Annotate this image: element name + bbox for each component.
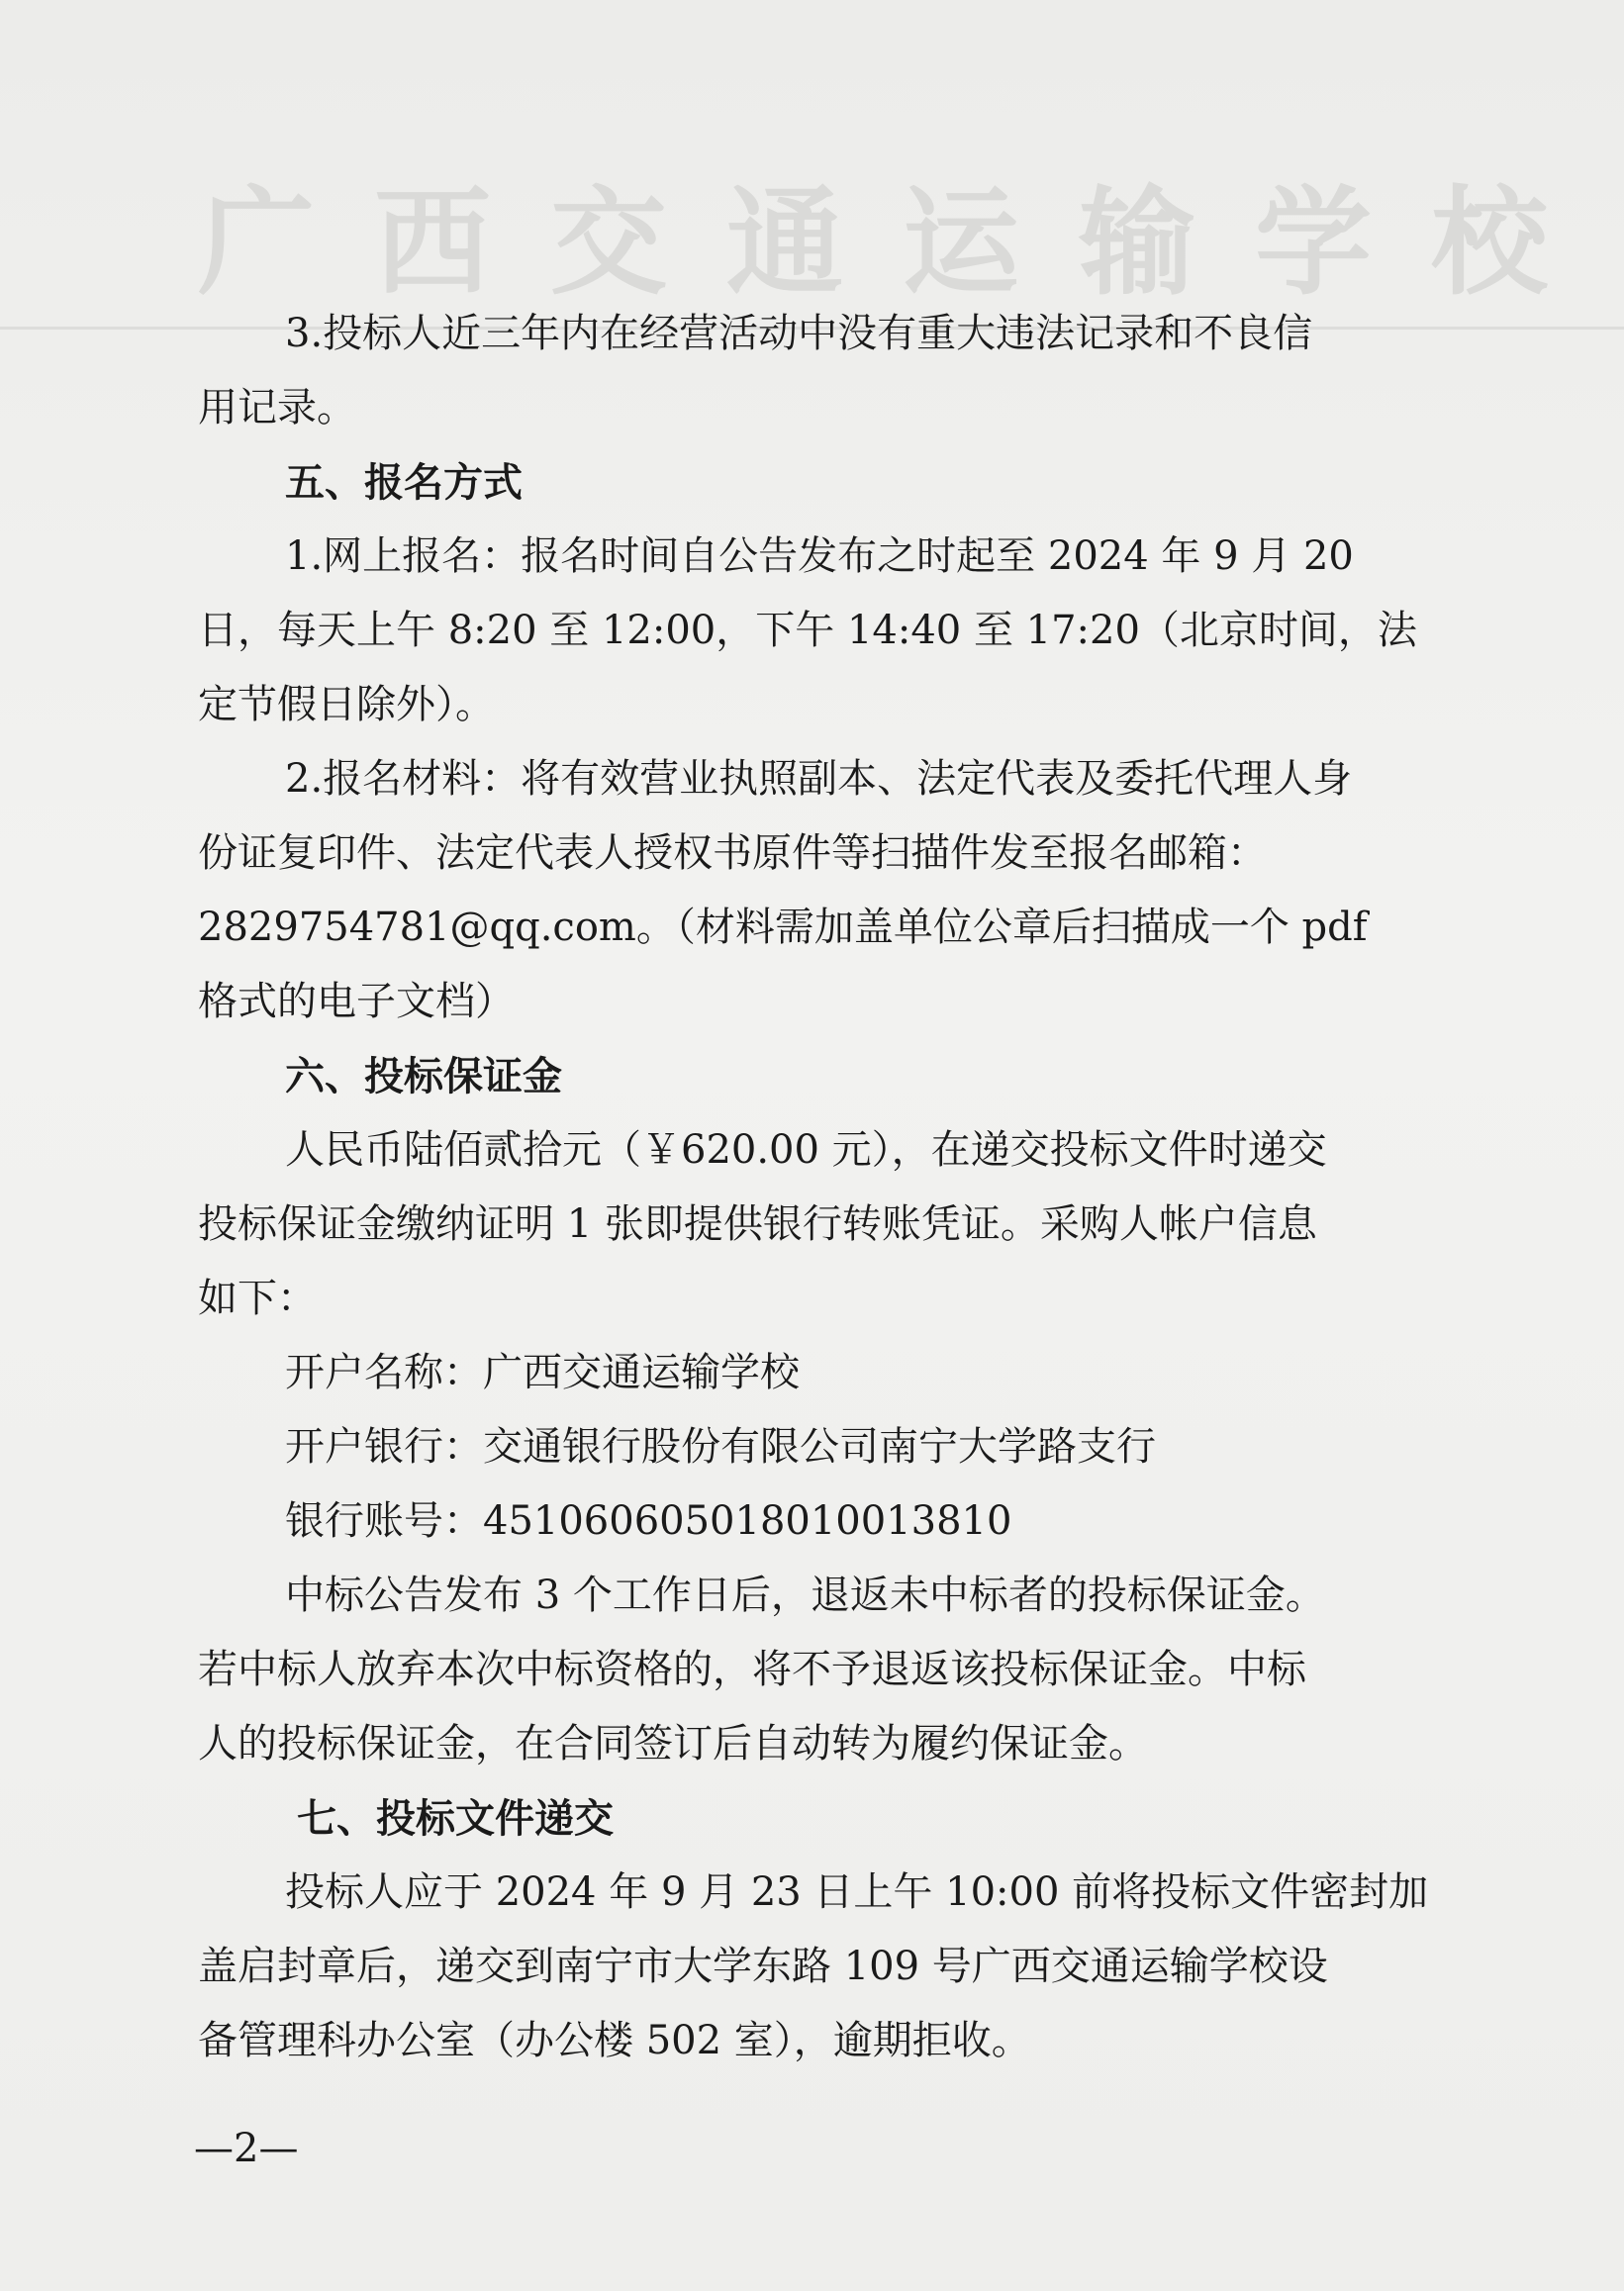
paragraph-line: 备管理科办公室（办公楼 502 室），逾期拒收。 (198, 2018, 1031, 2063)
paragraph-line: 投标人应于 2024 年 9 月 23 日上午 10:00 前将投标文件密封加 (285, 1869, 1429, 1915)
paragraph-line: 定节假日除外）。 (198, 682, 495, 727)
paragraph-line: 盖启封章后，递交到南宁市大学东路 109 号广西交通运输学校设 (198, 1944, 1328, 1989)
paragraph-line: 3.投标人近三年内在经营活动中没有重大违法记录和不良信 (285, 311, 1313, 356)
paragraph-line: 用记录。 (198, 385, 356, 430)
paragraph-line: 投标保证金缴纳证明 1 张即提供银行转账凭证。采购人帐户信息 (198, 1201, 1317, 1247)
page-number: —2— (194, 2126, 299, 2171)
paragraph-line: 若中标人放弃本次中标资格的，将不予退返该投标保证金。中标 (198, 1647, 1306, 1692)
paragraph-line: 人的投标保证金，在合同签订后自动转为履约保证金。 (198, 1721, 1148, 1766)
document-body (198, 297, 1429, 2078)
paragraph-line: 如下： (198, 1276, 317, 1321)
paragraph-line: 格式的电子文档） (198, 979, 515, 1024)
section-heading-submission: 七、投标文件递交 (297, 1795, 614, 1842)
account-bank-line: 开户银行：交通银行股份有限公司南宁大学路支行 (285, 1424, 1156, 1470)
section-heading-deposit: 六、投标保证金 (285, 1053, 562, 1099)
paragraph-line: 人民币陆佰贰拾元（￥620.00 元），在递交投标文件时递交 (285, 1127, 1327, 1173)
letterhead-watermark: 广西交通运输学校 (198, 173, 1608, 311)
paragraph-line: 2.报名材料：将有效营业执照副本、法定代表及委托代理人身 (285, 756, 1353, 802)
paragraph-line: 1.网上报名：报名时间自公告发布之时起至 2024 年 9 月 20 (285, 533, 1354, 579)
paragraph-line: 日，每天上午 8:20 至 12:00，下午 14:40 至 17:20（北京时间，法 (198, 608, 1417, 653)
paragraph-line: 份证复印件、法定代表人授权书原件等扫描件发至报名邮箱： (198, 830, 1267, 876)
account-number-line: 银行账号：451060605018010013810 (285, 1498, 1012, 1544)
paragraph-line: 2829754781@qq.com。（材料需加盖单位公章后扫描成一个 pdf (198, 905, 1368, 950)
section-heading-registration: 五、报名方式 (285, 459, 523, 506)
paragraph-line: 中标公告发布 3 个工作日后，退返未中标者的投标保证金。 (285, 1573, 1325, 1618)
account-name-line: 开户名称：广西交通运输学校 (285, 1350, 800, 1395)
